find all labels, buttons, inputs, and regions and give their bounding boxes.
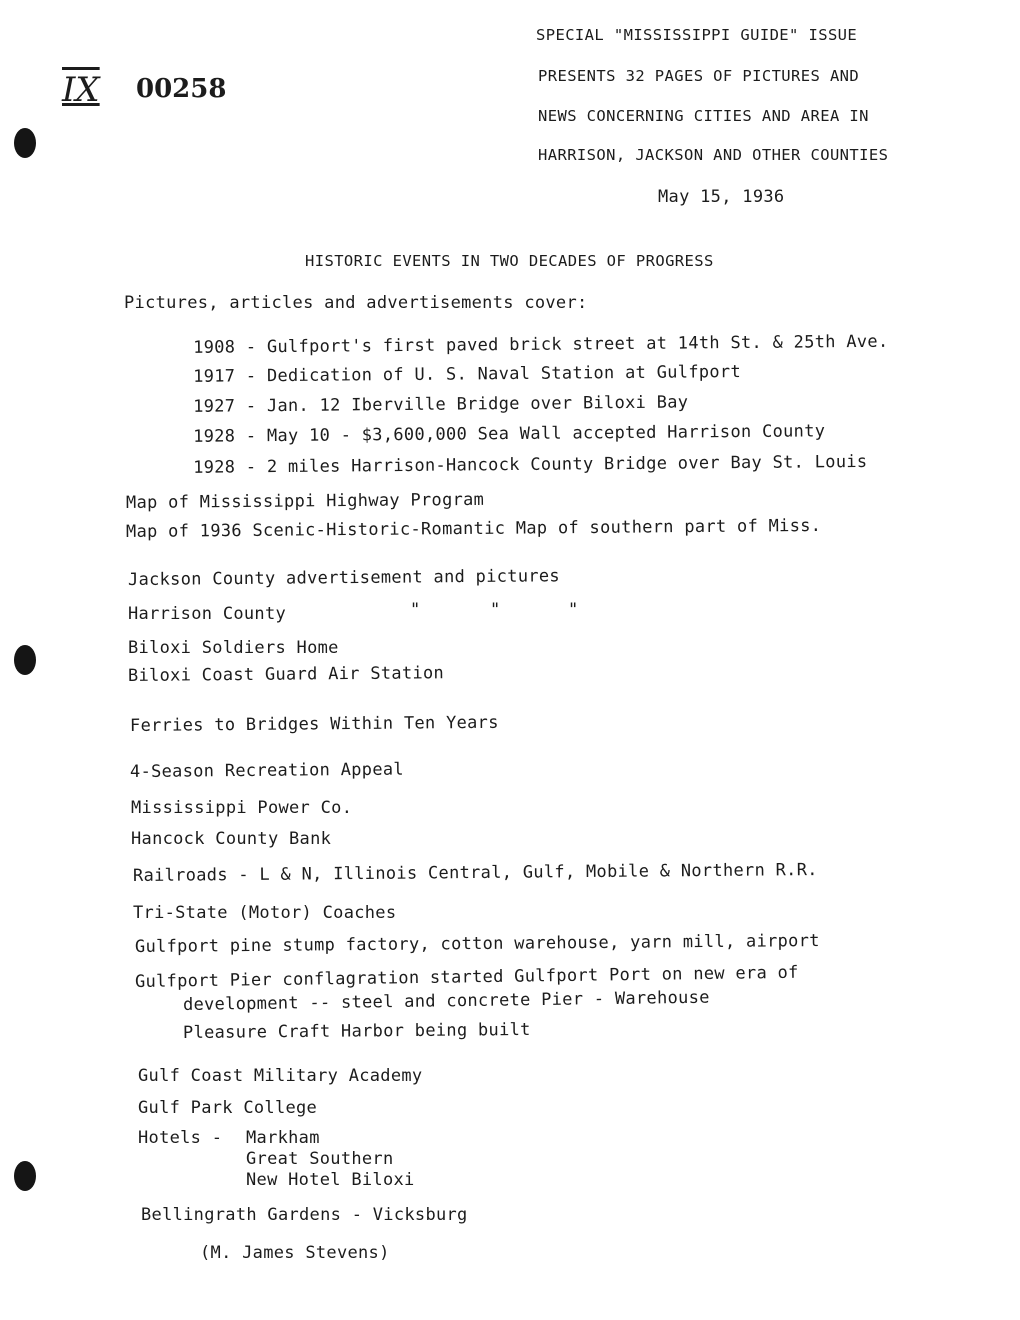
- event-text: Jan. 12 Iberville Bridge over Biloxi Bay: [266, 392, 689, 417]
- pier-line-1: Gulfport Pier conflagration started Gulfport Port on new era of: [134, 962, 799, 992]
- map-highway-program: Map of Mississippi Highway Program: [125, 489, 485, 513]
- event-year: 1917: [193, 366, 236, 387]
- factory-line: Gulfport pine stump factory, cotton warehouse, yarn mill, airport: [134, 931, 820, 957]
- issue-date: May 15, 1936: [658, 187, 785, 207]
- jackson-county-line: Jackson County advertisement and pictures: [127, 566, 561, 590]
- bank-line: Hancock County Bank: [131, 829, 332, 849]
- page-title: HISTORIC EVENTS IN TWO DECADES OF PROGRESS: [305, 252, 714, 270]
- event-year: 1928: [193, 426, 236, 447]
- power-co-line: Mississippi Power Co.: [131, 798, 353, 818]
- event-1927: 1927 - Jan. 12 Iberville Bridge over Biloxi Bay: [193, 392, 689, 417]
- pier-line-3: Pleasure Craft Harbor being built: [182, 1019, 531, 1043]
- ditto-mark-3: ": [568, 600, 579, 620]
- punch-hole-top: [14, 128, 36, 158]
- stamp-roman-numeral: IX: [62, 70, 100, 110]
- academy-line: Gulf Coast Military Academy: [138, 1066, 423, 1086]
- gardens-line: Bellingrath Gardens - Vicksburg: [141, 1205, 468, 1225]
- hotel-new-hotel-biloxi: New Hotel Biloxi: [246, 1170, 415, 1190]
- event-1928-bridge: 1928 - 2 miles Harrison-Hancock County Bridge over Bay St. Louis: [193, 451, 868, 478]
- event-text: Dedication of U. S. Naval Station at Gulfport: [266, 362, 742, 387]
- event-year: 1928: [193, 457, 236, 478]
- intro-text: Pictures, articles and advertisements cover:: [124, 293, 588, 313]
- pier-line-2: development -- steel and concrete Pier - Warehouse: [182, 987, 710, 1015]
- college-line: Gulf Park College: [138, 1098, 318, 1118]
- event-year: 1927: [193, 396, 236, 417]
- soldiers-home-line: Biloxi Soldiers Home: [128, 638, 339, 658]
- stamp-number: 00258: [136, 74, 227, 104]
- event-1928-sea-wall: 1928 - May 10 - $3,600,000 Sea Wall accepted Harrison County: [193, 421, 826, 447]
- ditto-mark-2: ": [490, 600, 501, 620]
- hotel-great-southern: Great Southern: [246, 1149, 394, 1169]
- ferries-line: Ferries to Bridges Within Ten Years: [129, 712, 499, 736]
- author-signature: (M. James Stevens): [200, 1243, 390, 1263]
- event-text: 2 miles Harrison-Hancock County Bridge over Bay St. Louis: [266, 451, 868, 478]
- hotel-markham: Markham: [246, 1128, 320, 1148]
- event-1908: 1908 - Gulfport's first paved brick street at 14th St. & 25th Ave.: [193, 331, 889, 358]
- punch-hole-bottom: [14, 1161, 36, 1191]
- header-line-1: SPECIAL "MISSISSIPPI GUIDE" ISSUE: [536, 26, 858, 44]
- ditto-mark-1: ": [410, 600, 421, 620]
- map-scenic-historic: Map of 1936 Scenic-Historic-Romantic Map of southern part of Miss.: [125, 515, 822, 542]
- event-text: Gulfport's first paved brick street at 14th St. & 25th Ave.: [266, 331, 889, 358]
- header-line-2: PRESENTS 32 PAGES OF PICTURES AND: [538, 67, 860, 85]
- hotels-label: Hotels -: [138, 1128, 223, 1148]
- railroads-line: Railroads - L & N, Illinois Central, Gulf, Mobile & Northern R.R.: [132, 860, 818, 886]
- header-line-4: HARRISON, JACKSON AND OTHER COUNTIES: [538, 146, 889, 164]
- recreation-line: 4-Season Recreation Appeal: [129, 759, 404, 782]
- punch-hole-middle: [14, 645, 36, 675]
- header-line-3: NEWS CONCERNING CITIES AND AREA IN: [538, 107, 869, 125]
- event-1917: 1917 - Dedication of U. S. Naval Station at Gulfport: [193, 362, 742, 387]
- coaches-line: Tri-State (Motor) Coaches: [133, 903, 397, 923]
- event-year: 1908: [193, 337, 236, 358]
- event-text: May 10 - $3,600,000 Sea Wall accepted Harrison County: [266, 421, 826, 447]
- harrison-county-line: Harrison County: [128, 604, 287, 624]
- coast-guard-line: Biloxi Coast Guard Air Station: [127, 663, 445, 686]
